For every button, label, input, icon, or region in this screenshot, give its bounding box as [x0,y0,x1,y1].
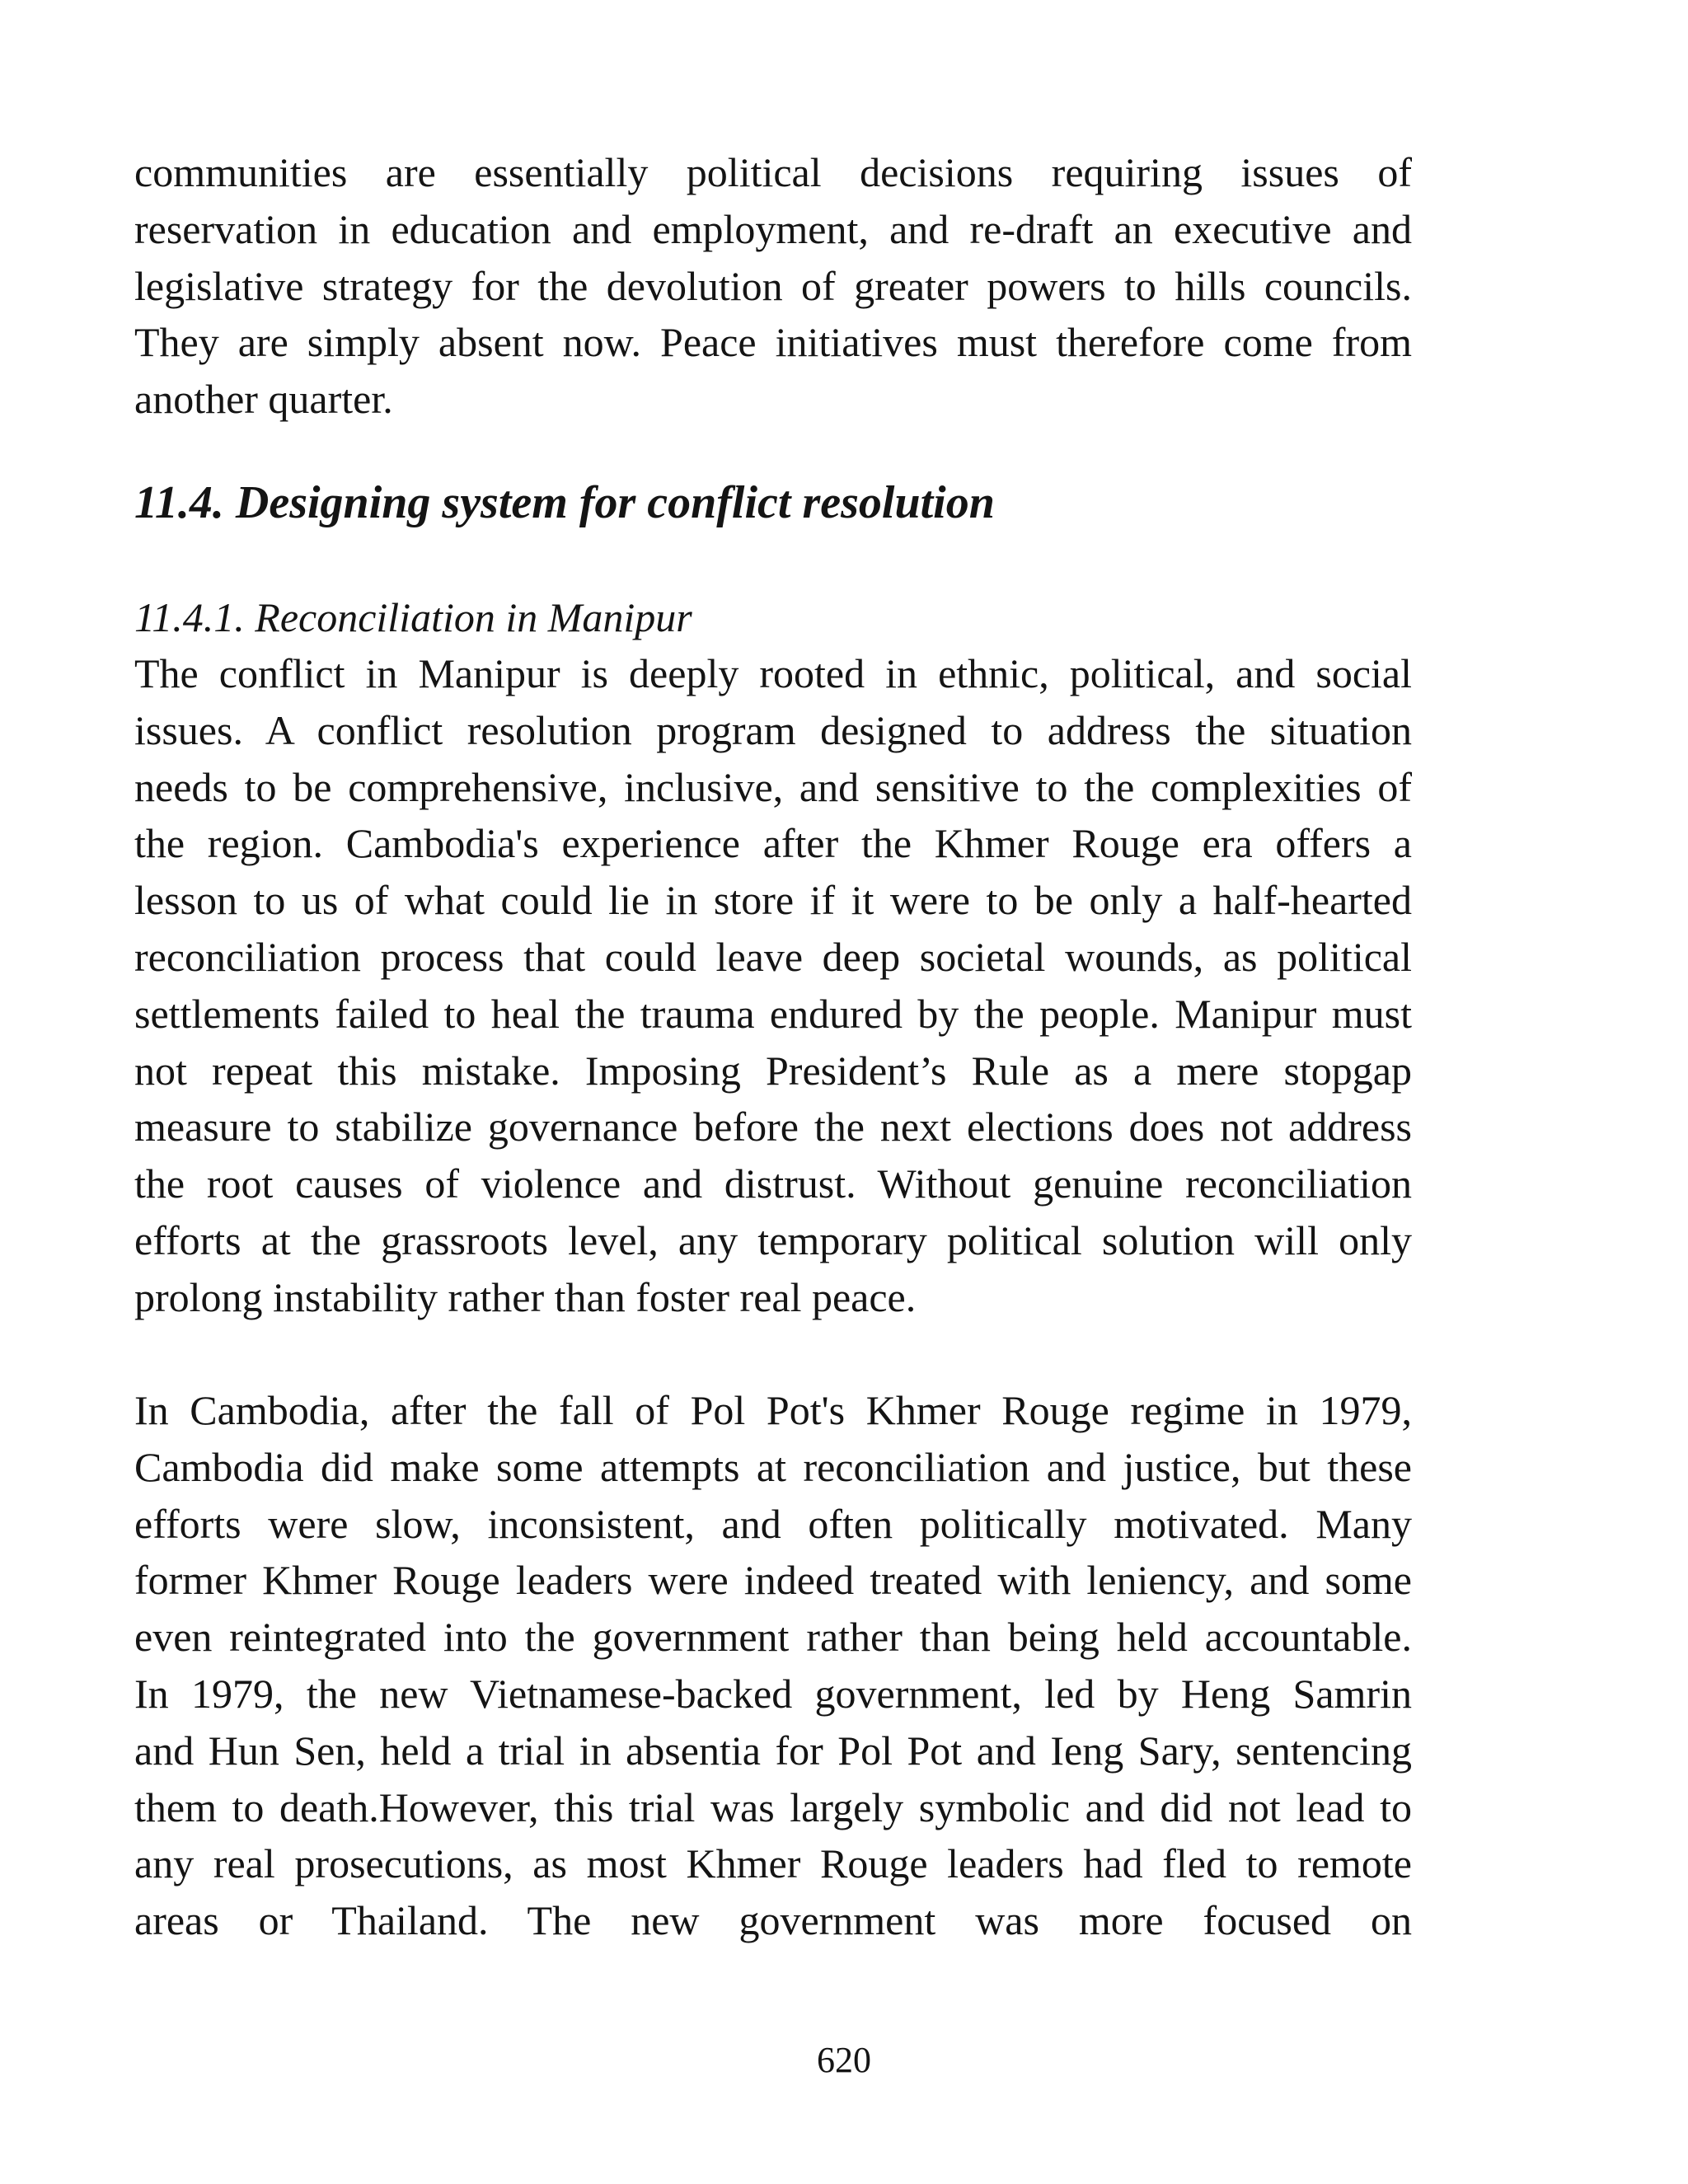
paragraph [134,144,1412,428]
text-line: lesson to us of what could lie in store if it were to be only a half-hearted [134,877,1412,924]
text-line: efforts at the grassroots level, any temporary political solution will only [134,1216,1412,1263]
text-line: and Hun Sen, held a trial in absentia for Pol Pot and Ieng Sary, sentencing [134,1727,1412,1774]
text-line: communities are essentially political decisions requiring issues of [134,149,1412,195]
text-line: legislative strategy for the devolution of greater powers to hills councils. [134,262,1412,309]
text-line: the region. Cambodia's experience after the Khmer Rouge era offers a [134,820,1412,867]
text-line: issues. A conflict resolution program designed to address the situation [134,706,1412,753]
text-line: another quarter. [134,376,393,423]
paragraph [134,645,1412,1326]
text-line: needs to be comprehensive, inclusive, and sensitive to the complexities of [134,763,1412,810]
text-line: reservation in education and employment, and re-draft an executive and [134,205,1412,252]
page-number: 620 [817,2040,871,2080]
text-line: In 1979, the new Vietnamese-backed government, led by Heng Samrin [134,1670,1412,1717]
text-line: prolong instability rather than foster real peace. [134,1273,917,1320]
section-heading: 11.4. Designing system for conflict resolution [134,477,995,528]
subsection-heading: 11.4.1. Reconciliation in Manipur [134,594,692,640]
text-line: Cambodia did make some attempts at reconciliation and justice, but these [134,1443,1412,1490]
text-line: reconciliation process that could leave deep societal wounds, as political [134,933,1412,980]
text-line: former Khmer Rouge leaders were indeed treated with leniency, and some [134,1557,1412,1604]
text-line: any real prosecutions, as most Khmer Rouge leaders had fled to remote [134,1840,1412,1887]
text-line: even reintegrated into the government rather than being held accountable. [134,1614,1412,1661]
paragraph [134,1382,1412,1949]
text-line: efforts were slow, inconsistent, and often politically motivated. Many [134,1500,1412,1547]
text-line: In Cambodia, after the fall of Pol Pot's Khmer Rouge regime in 1979, [134,1387,1412,1433]
text-line: The conflict in Manipur is deeply rooted in ethnic, political, and social [134,650,1412,696]
text-line: measure to stabilize governance before the next elections does not address [134,1104,1412,1151]
text-line: the root causes of violence and distrust. Without genuine reconciliation [134,1160,1412,1207]
text-line: settlements failed to heal the trauma endured by the people. Manipur must [134,990,1412,1037]
text-line: They are simply absent now. Peace initiatives must therefore come from [134,319,1412,366]
text-line: areas or Thailand. The new government was more focused on [134,1897,1412,1944]
text-line: not repeat this mistake. Imposing President’s Rule as a mere stopgap [134,1047,1412,1094]
text-line: them to death.However, this trial was largely symbolic and did not lead to [134,1783,1412,1830]
